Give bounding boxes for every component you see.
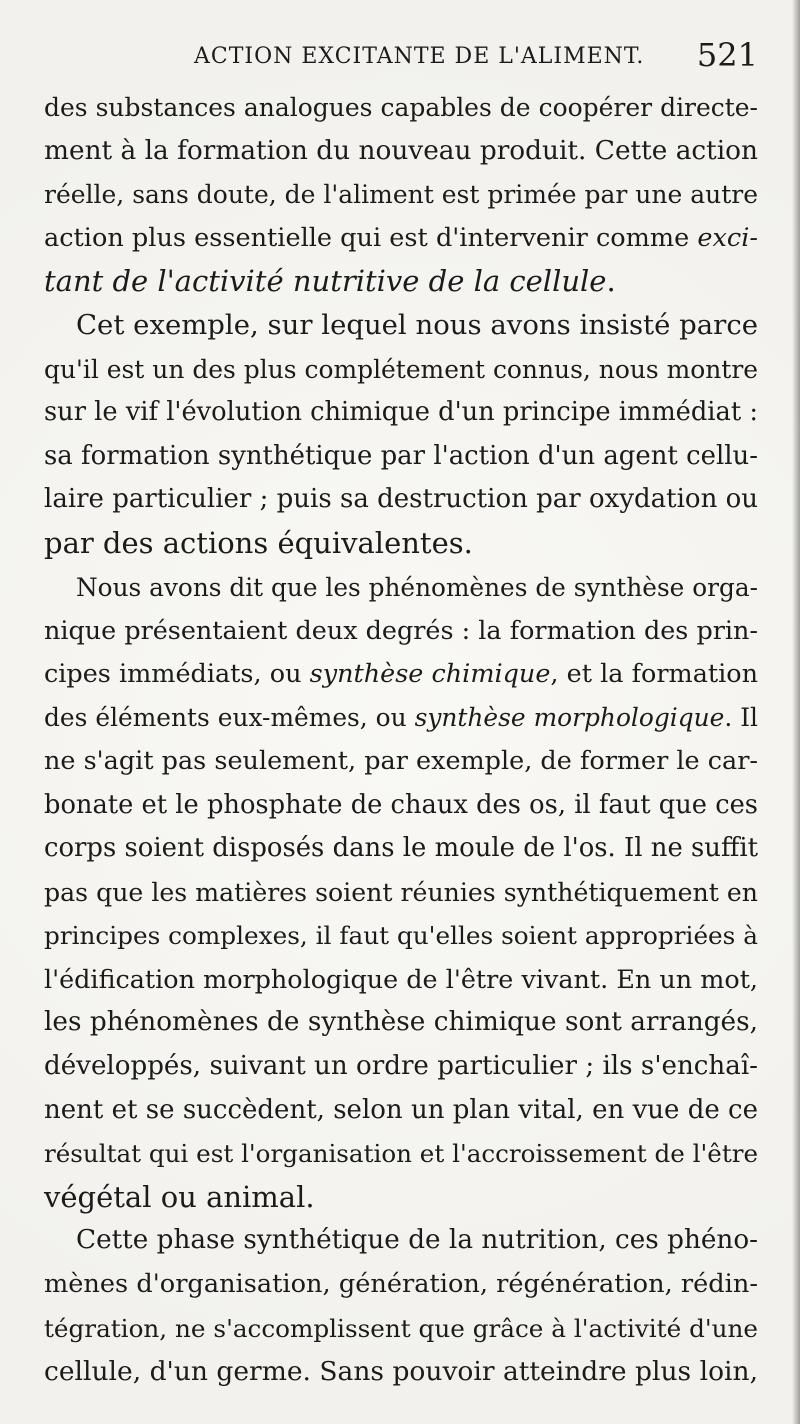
text-line: Cet exemple, sur lequel nous avons insisté parce	[76, 308, 758, 341]
text-line: cipes immédiats, ou synthèse chimique, et la formation	[44, 658, 759, 689]
text-line: bonate et le phosphate de chaux des os, il faut que ces	[44, 789, 758, 820]
text-line: corps soient disposés dans le moule de l'os. Il ne suffit	[44, 833, 758, 864]
text-line: sa formation synthétique par l'action d'un agent cellu-	[44, 440, 758, 471]
text-line: les phénomènes de synthèse chimique sont arrangés,	[44, 1007, 758, 1038]
text-line: sur le vif l'évolution chimique d'un principe immédiat :	[44, 397, 758, 428]
text-line: Cette phase synthétique de la nutrition, ces phéno-	[76, 1225, 758, 1256]
text-line: résultat qui est l'organisation et l'accroissement de l'être	[44, 1139, 758, 1169]
text-line: par des actions équivalentes.	[44, 525, 473, 560]
text-line: principes complexes, il faut qu'elles soient appropriées à	[44, 921, 758, 951]
text-line: tant de l'activité nutritive de la cellule.	[44, 264, 616, 299]
text-line: action plus essentielle qui est d'intervenir comme exci-	[44, 222, 758, 253]
text-line: nent et se succèdent, selon un plan vital, en vue de ce	[44, 1094, 758, 1125]
page-number: 521	[696, 36, 758, 74]
text-line: Nous avons dit que les phénomènes de synthèse orga-	[76, 572, 758, 602]
text-line: cellule, d'un germe. Sans pouvoir atteindre plus loin,	[44, 1356, 758, 1388]
text-line: végétal ou animal.	[44, 1179, 315, 1214]
text-line: des éléments eux-mêmes, ou synthèse morphologique. Il	[44, 703, 758, 733]
text-line: mènes d'organisation, génération, régénération, rédin-	[44, 1269, 758, 1300]
text-line: réelle, sans doute, de l'aliment est primée par une autre	[44, 180, 758, 210]
running-title: ACTION EXCITANTE DE L'ALIMENT.	[194, 44, 645, 69]
text-line: laire particulier ; puis sa destruction par oxydation ou	[44, 484, 758, 515]
text-line: ne s'agit pas seulement, par exemple, de former le car-	[44, 745, 758, 776]
page-header	[44, 36, 758, 82]
text-line: ment à la formation du nouveau produit. Cette action	[44, 135, 758, 166]
text-line: tégration, ne s'accomplissent que grâce à l'activité d'une	[44, 1313, 758, 1343]
text-line: nique présentaient deux degrés : la formation des prin-	[44, 615, 758, 646]
text-line: développés, suivant un ordre particulier ; ils s'enchaî-	[44, 1051, 758, 1082]
page-edge-shadow	[792, 0, 800, 1424]
text-line: des substances analogues capables de coopérer directe-	[44, 93, 758, 122]
text-line: l'édification morphologique de l'être vivant. En un mot,	[44, 963, 758, 994]
text-line: pas que les matières soient réunies synthétiquement en	[44, 877, 758, 907]
text-line: qu'il est un des plus complétement connus, nous montre	[44, 354, 758, 384]
body-text	[44, 86, 758, 1394]
